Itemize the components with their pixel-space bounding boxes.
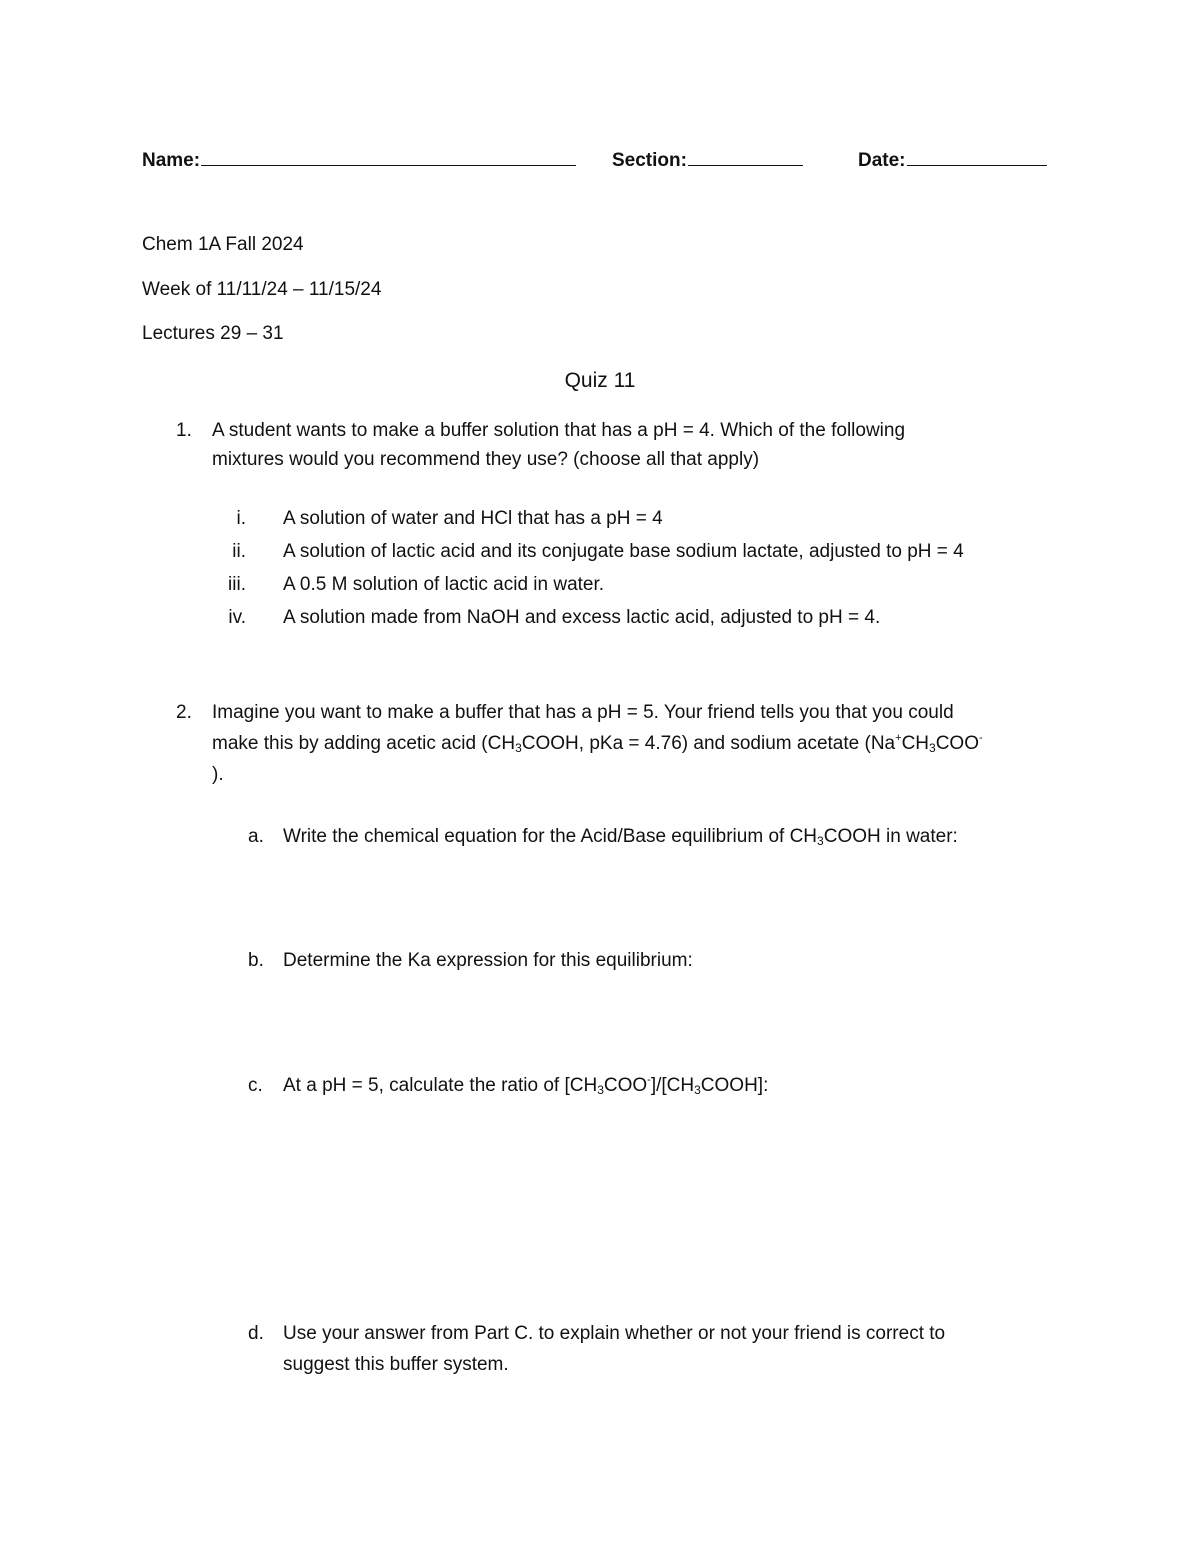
subscript: 3 [694, 1083, 701, 1097]
q1-text-line2: mixtures would you recommend they use? (choose all that apply) [212, 449, 760, 470]
part-a-text [283, 826, 958, 848]
part-a-label: a. [248, 826, 264, 847]
q1-option-text: A solution of lactic acid and its conjugate base sodium lactate, adjusted to pH = 4 [283, 541, 964, 562]
section-label: Section: [612, 150, 687, 171]
q1-option-text: A 0.5 M solution of lactic acid in water. [283, 574, 605, 595]
name-field [142, 145, 576, 172]
superscript: - [647, 1074, 651, 1086]
course-lectures: Lectures 29 – 31 [142, 323, 284, 344]
q2-line2-part: COO [935, 733, 979, 754]
q2-text-line3: ). [212, 764, 224, 785]
superscript: - [978, 732, 983, 744]
q2-number: 2. [176, 702, 192, 723]
part-c-text-part: ]/[CH [650, 1075, 695, 1096]
subscript: 3 [597, 1083, 604, 1097]
course-week: Week of 11/11/24 – 11/15/24 [142, 279, 382, 300]
q1-text-line1: A student wants to make a buffer solution that has a pH = 4. Which of the following [212, 420, 906, 441]
part-b-text: Determine the Ka expression for this equilibrium: [283, 950, 693, 971]
q1-option-label: iv. [228, 607, 246, 628]
q1-option-label: ii. [232, 541, 246, 562]
section-blank[interactable] [688, 145, 803, 166]
part-c-text-part: COO [603, 1075, 648, 1096]
q2-line2-part: COOH, pKa = 4.76) and sodium acetate (Na [521, 733, 896, 754]
q2-text-line1: Imagine you want to make a buffer that has a pH = 5. Your friend tells you that you could [212, 702, 954, 723]
quiz-title: Quiz 11 [564, 369, 636, 392]
section-field [612, 145, 803, 172]
part-c-text-part: COOH]: [700, 1075, 769, 1096]
part-d-text-line1: Use your answer from Part C. to explain whether or not your friend is correct to [283, 1323, 946, 1344]
part-b-label: b. [248, 950, 264, 971]
part-a-text-part: Write the chemical equation for the Acid/Base equilibrium of CH [283, 826, 818, 847]
q2-line2-part: CH [901, 733, 930, 754]
q2-text-line2 [212, 733, 983, 755]
q1-option-text: A solution of water and HCl that has a pH = 4 [283, 508, 663, 529]
date-label: Date: [858, 150, 906, 171]
q1-option-text: A solution made from NaOH and excess lactic acid, adjusted to pH = 4. [283, 607, 881, 628]
course-name: Chem 1A Fall 2024 [142, 234, 304, 255]
q1-option-label: i. [236, 508, 246, 529]
subscript: 3 [817, 834, 824, 848]
q1-number: 1. [176, 420, 192, 441]
part-d-label: d. [248, 1323, 264, 1344]
subscript: 3 [929, 741, 936, 755]
part-c-label: c. [248, 1075, 263, 1096]
superscript: + [895, 732, 902, 744]
date-blank[interactable] [907, 145, 1047, 166]
part-c-text [283, 1075, 768, 1097]
name-label: Name: [142, 150, 201, 171]
part-d-text-line2: suggest this buffer system. [283, 1354, 509, 1375]
part-a-text-part: COOH in water: [823, 826, 958, 847]
date-field [858, 145, 1047, 172]
q2-line2-part: make this by adding acetic acid (CH [212, 733, 516, 754]
q1-option-label: iii. [228, 574, 246, 595]
name-blank[interactable] [201, 145, 576, 166]
part-c-text-part: At a pH = 5, calculate the ratio of [CH [283, 1075, 598, 1096]
subscript: 3 [515, 741, 522, 755]
